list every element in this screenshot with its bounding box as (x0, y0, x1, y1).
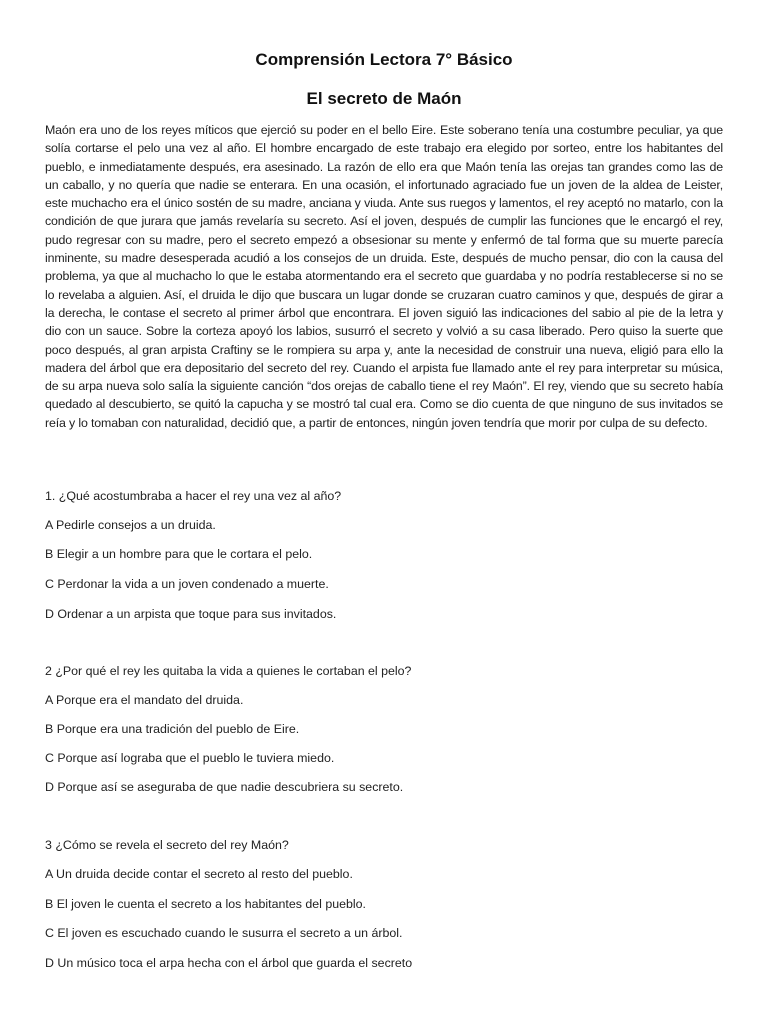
question-1-option-a: A Pedirle consejos a un druida. (45, 518, 216, 532)
question-1-option-d: D Ordenar a un arpista que toque para sus invitados. (45, 607, 337, 621)
question-2-option-b: B Porque era una tradición del pueblo de Eire. (45, 722, 300, 736)
question-2-option-a: A Porque era el mandato del druida. (45, 693, 244, 707)
question-3-option-c: C El joven es escuchado cuando le susurra el secreto a un árbol. (45, 926, 403, 940)
question-2-option-c: C Porque así lograba que el pueblo le tuviera miedo. (45, 751, 335, 765)
question-3: 3 ¿Cómo se revela el secreto del rey Maón? (45, 838, 289, 852)
question-3-option-d: D Un músico toca el arpa hecha con el árbol que guarda el secreto (45, 956, 413, 970)
document-title: Comprensión Lectora 7° Básico (255, 50, 513, 69)
story-title: El secreto de Maón (306, 89, 462, 108)
question-1-option-c: C Perdonar la vida a un joven condenado a muerte. (45, 577, 329, 591)
question-3-option-a: A Un druida decide contar el secreto al resto del pueblo. (45, 867, 353, 881)
question-2-option-d: D Porque así se aseguraba de que nadie descubriera su secreto. (45, 780, 404, 794)
question-2: 2 ¿Por qué el rey les quitaba la vida a quienes le cortaban el pelo? (45, 664, 412, 678)
question-1: 1. ¿Qué acostumbraba a hacer el rey una vez al año? (45, 489, 342, 503)
question-3-option-b: B El joven le cuenta el secreto a los habitantes del pueblo. (45, 897, 366, 911)
question-1-option-b: B Elegir a un hombre para que le cortara el pelo. (45, 547, 313, 561)
story-paragraph: Maón era uno de los reyes míticos que ejerció su poder en el bello Eire. Este soberano tenía una costumbre peculiar, ya que solía cortarse el pelo una vez al año. El hombre encargado de este trabajo era elegido por sorteo, entre los habitantes del pueblo, e inmediatamente después, era asesinado. La razón de ello era que Maón tenía las orejas tan grandes como las de un caballo, y no quería que nadie se enterara. En una ocasión, el infortunado agraciado fue un joven de la aldea de Leister, este muchacho era el único sostén de su madre, anciana y viuda. Ante sus ruegos y lamentos, el rey aceptó no matarlo, con la condición de que jurara que jamás revelaría su secreto. Así el joven, después de cumplir las funciones que le encargó el rey, pudo regresar con su madre, pero el secreto empezó a obsesionar su mente y enfermó de tal forma que su muerte parecía inminente, su madre desesperada acudió a los consejos de un druida. Este, después de mucho pensar, dio con la causa del problema, ya que al muchacho lo que le estaba atormentando era el secreto que guardaba y no podría restablecerse si no se lo revelaba a alguien. Así, el druida le dijo que buscara un lugar donde se cruzaran cuatro caminos y que, después de girar a la derecha, le contase el secreto al primer árbol que encontrara. El joven siguió las indicaciones del sabio al pie de la letra y dio con un sauce. Sobre la corteza apoyó los labios, susurró el secreto y volvió a su casa liberado. Pero quiso la suerte que poco después, al gran arpista Craftiny se le rompiera su arpa y, ante la necesidad de construir una nueva, eligió para ello la madera del árbol que era depositario del secreto del rey. Cuando el arpista fue llamado ante el rey para interpretar su música, de su arpa nueva solo salía la siguiente canción “dos orejas de caballo tiene el rey Maón”. El rey, viendo que su secreto había quedado al descubierto, se quitó la capucha y se mostró tal cual era. Como se dio cuenta de que ninguno de sus invitados se reía y lo tomaban con naturalidad, decidió que, a partir de entonces, ningún joven tendría que morir por culpa de su defecto. (45, 123, 723, 430)
